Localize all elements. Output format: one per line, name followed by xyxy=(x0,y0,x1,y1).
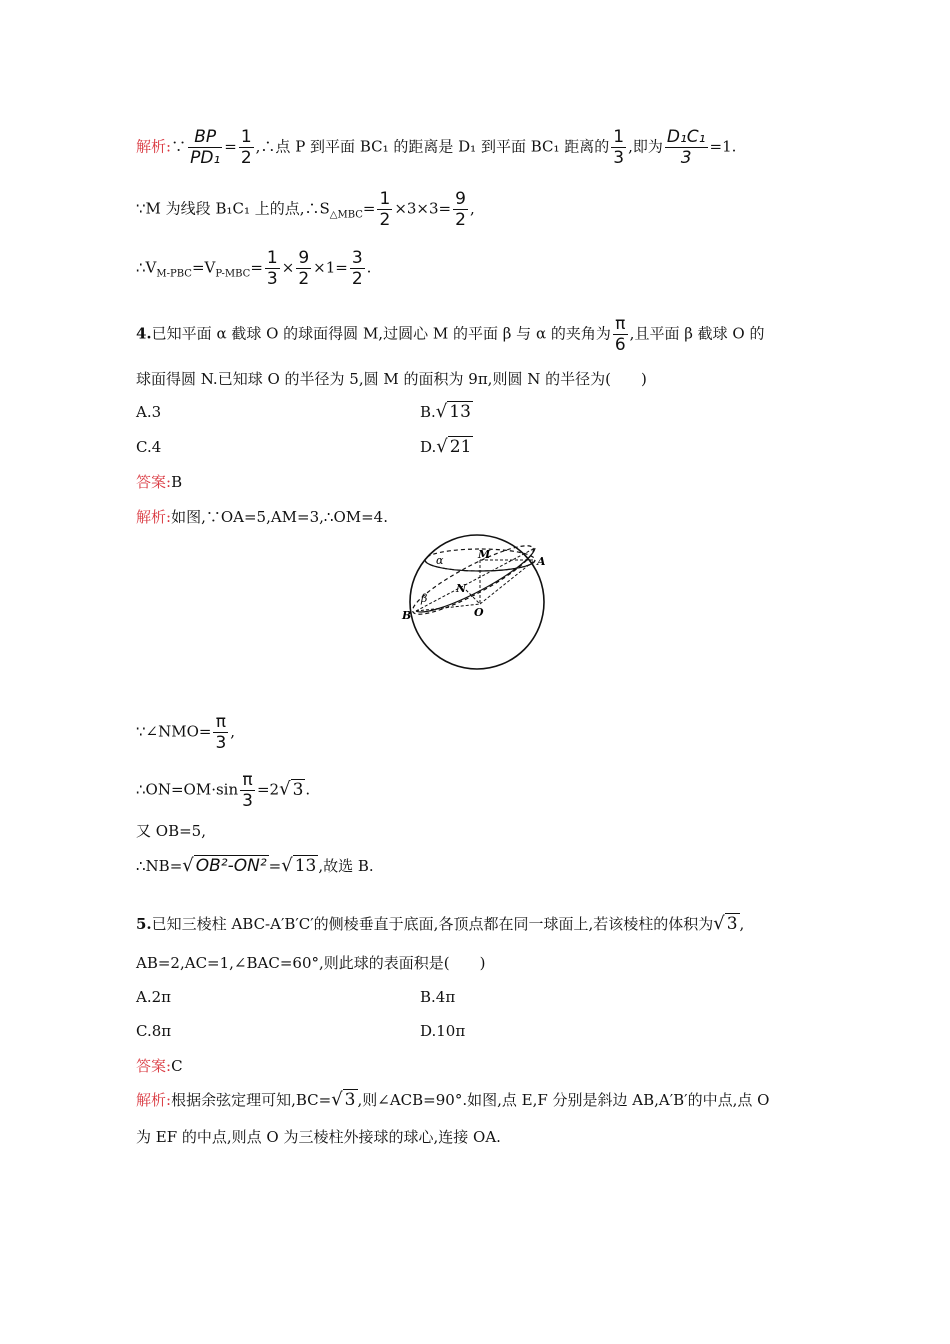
q4-stem-line-2: 球面得圆 N.已知球 O 的半径为 5,圆 M 的面积为 9π,则圆 N 的半径为( ) xyxy=(136,370,647,388)
fraction-denominator: 3 xyxy=(680,148,692,168)
radicand: 13 xyxy=(294,856,317,876)
radicand: 3 xyxy=(292,779,304,800)
label-beta: β xyxy=(421,592,428,605)
fraction-d1c1-3 xyxy=(665,127,708,168)
fraction-pi-3 xyxy=(240,770,255,811)
fraction-numerator: π xyxy=(213,712,228,733)
label-alpha: α xyxy=(436,554,444,567)
radical-sign: √ xyxy=(435,401,448,422)
fraction-nine-half xyxy=(453,189,468,230)
fraction-numerator: 1 xyxy=(266,248,278,268)
q4-options-row-2 xyxy=(136,436,472,458)
label-n: N xyxy=(456,582,467,595)
fraction-numerator: BP xyxy=(188,127,222,148)
fraction-denominator: 2 xyxy=(379,210,391,230)
answer-label: 答案: xyxy=(136,1057,172,1075)
solution-label: 解析: xyxy=(136,1091,172,1109)
fraction-denominator: 3 xyxy=(613,148,625,168)
q4-stem-line-1 xyxy=(136,314,764,355)
solution-text: . xyxy=(366,258,372,277)
radicand: 3 xyxy=(344,1090,356,1110)
radicand: 3 xyxy=(726,914,738,934)
fraction-denominator: 2 xyxy=(351,269,363,289)
fraction-denominator: 3 xyxy=(242,791,253,811)
question-number: 5. xyxy=(136,915,152,933)
q5-options-row-1 xyxy=(136,986,456,1008)
question-text: ,且平面 β 截球 O 的 xyxy=(629,324,765,343)
solution-label: 解析: xyxy=(136,508,172,526)
answer-value: B xyxy=(171,473,183,491)
solution-text: ×3×3= xyxy=(394,199,452,218)
radical-sign: √ xyxy=(436,436,448,457)
radicand: OB²-ON² xyxy=(195,856,267,876)
option-label: B. xyxy=(420,403,436,421)
option-d[interactable]: D.10π xyxy=(420,1022,466,1040)
solution-text: , xyxy=(230,722,236,741)
q4-solution-line-4: 又 OB=5, xyxy=(136,822,206,840)
answer-value: C xyxy=(171,1057,183,1075)
fraction-numerator: π xyxy=(240,770,255,791)
fraction-numerator: π xyxy=(613,314,628,335)
solution-text: ,则∠ACB=90°.如图,点 E,F 分别是斜边 AB,A′B′的中点,点 O xyxy=(357,1091,770,1109)
option-c[interactable]: C.4 xyxy=(136,438,162,456)
option-c[interactable]: C.8π xyxy=(136,1022,172,1040)
fraction-denominator: PD₁ xyxy=(190,148,221,168)
q5-options-row-2 xyxy=(136,1020,466,1042)
q5-solution-line-1 xyxy=(136,1089,769,1111)
answer-label: 答案: xyxy=(136,473,172,491)
solution-text: ×1= xyxy=(313,258,348,277)
q4-solution-line-3 xyxy=(136,770,310,811)
q4-solution-line-5 xyxy=(136,855,374,877)
solution-text: ∴V xyxy=(136,258,157,277)
option-d[interactable] xyxy=(420,436,473,458)
fraction-denominator: 6 xyxy=(614,335,626,355)
q4-solution-line-1 xyxy=(136,506,388,528)
option-b[interactable] xyxy=(420,401,473,423)
label-m: M xyxy=(478,548,491,561)
equals-sign: = xyxy=(250,258,263,277)
radical-sign: √ xyxy=(182,855,194,876)
solution-label: 解析: xyxy=(136,137,172,156)
q5-stem-line-2: AB=2,AC=1,∠BAC=60°,则此球的表面积是( ) xyxy=(136,954,486,972)
fraction-numerator: 1 xyxy=(613,127,625,147)
fraction-numerator: 3 xyxy=(351,248,363,268)
segment-bn xyxy=(416,548,535,611)
fraction-numerator: 1 xyxy=(379,189,391,209)
label-a: A xyxy=(537,555,546,568)
fraction-denominator: 2 xyxy=(298,269,310,289)
radical-sign: √ xyxy=(281,855,293,876)
solution-text: =1. xyxy=(709,137,737,156)
fraction-bp-pd1 xyxy=(188,127,222,168)
fraction-numerator: 1 xyxy=(240,127,252,147)
solution-text: =2 xyxy=(256,780,280,799)
solution-text: ∵∠NMO= xyxy=(136,722,212,741)
fraction-numerator: 9 xyxy=(298,248,310,268)
fraction-one-third xyxy=(611,127,626,168)
equals-sign: = xyxy=(268,857,282,875)
option-a[interactable]: A.3 xyxy=(136,403,162,421)
solution-text: ∵M 为线段 B₁C₁ 上的点,∴S xyxy=(136,199,330,218)
radicand: 21 xyxy=(449,437,472,457)
fraction-pi-3 xyxy=(213,712,228,753)
radical-sign: √ xyxy=(713,913,725,934)
fraction-nine-half xyxy=(296,248,311,289)
q5-solution-line-2: 为 EF 的中点,则点 O 为三棱柱外接球的球心,连接 OA. xyxy=(136,1128,501,1146)
fraction-three-half xyxy=(350,248,365,289)
q3-solution-line-2 xyxy=(136,189,475,230)
label-o: O xyxy=(474,606,484,619)
fraction-numerator: 9 xyxy=(455,189,466,209)
q5-stem-line-1 xyxy=(136,913,744,935)
fraction-numerator: D₁C₁ xyxy=(666,127,706,147)
fraction-denominator: 2 xyxy=(240,148,252,168)
question-text: 已知平面 α 截球 O 的球面得圆 M,过圆心 M 的平面 β 与 α 的夹角为 xyxy=(151,324,611,343)
radicand: 13 xyxy=(449,402,471,422)
q4-answer xyxy=(136,471,182,493)
segment-oa xyxy=(480,560,535,604)
label-b: B xyxy=(402,609,412,622)
solution-text: ∴NB= xyxy=(136,857,183,875)
because-symbol: ∵ xyxy=(171,137,187,156)
radical-sign: √ xyxy=(279,778,291,800)
question-number: 4. xyxy=(136,324,152,343)
subscript: P-MBC xyxy=(215,268,251,280)
equals-sign: = xyxy=(224,137,237,156)
solution-text: ∴ON=OM·sin xyxy=(136,780,239,799)
option-label: D. xyxy=(420,438,437,456)
solution-text: ,即为 xyxy=(628,137,663,156)
question-text: , xyxy=(739,915,745,933)
fraction-one-third xyxy=(265,248,280,289)
solution-text: . xyxy=(305,780,311,799)
equals-sign: = xyxy=(362,199,376,218)
subscript: △MBC xyxy=(329,209,363,221)
q4-solution-line-2 xyxy=(136,712,235,753)
q3-solution-line-3 xyxy=(136,248,371,289)
q3-solution-line-1 xyxy=(136,127,736,168)
sphere-figure xyxy=(398,532,558,672)
option-b[interactable]: B.4π xyxy=(420,988,456,1006)
question-text: 已知三棱柱 ABC-A′B′C′的侧棱垂直于底面,各顶点都在同一球面上,若该棱柱的体积为 xyxy=(151,915,714,933)
solution-text: =V xyxy=(191,258,216,277)
q5-answer xyxy=(136,1055,183,1077)
fraction-one-half xyxy=(377,189,392,230)
solution-text: 根据余弦定理可知,BC= xyxy=(171,1091,332,1109)
radical-sign: √ xyxy=(331,1089,343,1110)
fraction-denominator: 3 xyxy=(215,733,227,753)
option-a[interactable]: A.2π xyxy=(136,988,172,1006)
fraction-one-half xyxy=(239,127,254,168)
solution-text: , xyxy=(469,199,475,218)
solution-text: ,∴点 P 到平面 BC₁ 的距离是 D₁ 到平面 BC₁ 距离的 xyxy=(255,137,610,156)
solution-text: ,故选 B. xyxy=(318,857,374,875)
times-sign: × xyxy=(281,258,295,277)
subscript: M-PBC xyxy=(156,268,192,280)
fraction-denominator: 2 xyxy=(455,210,466,230)
q4-options-row-1 xyxy=(136,401,471,423)
fraction-pi-6 xyxy=(613,314,628,355)
fraction-denominator: 3 xyxy=(266,269,278,289)
solution-text: 如图,∵OA=5,AM=3,∴OM=4. xyxy=(171,508,388,526)
